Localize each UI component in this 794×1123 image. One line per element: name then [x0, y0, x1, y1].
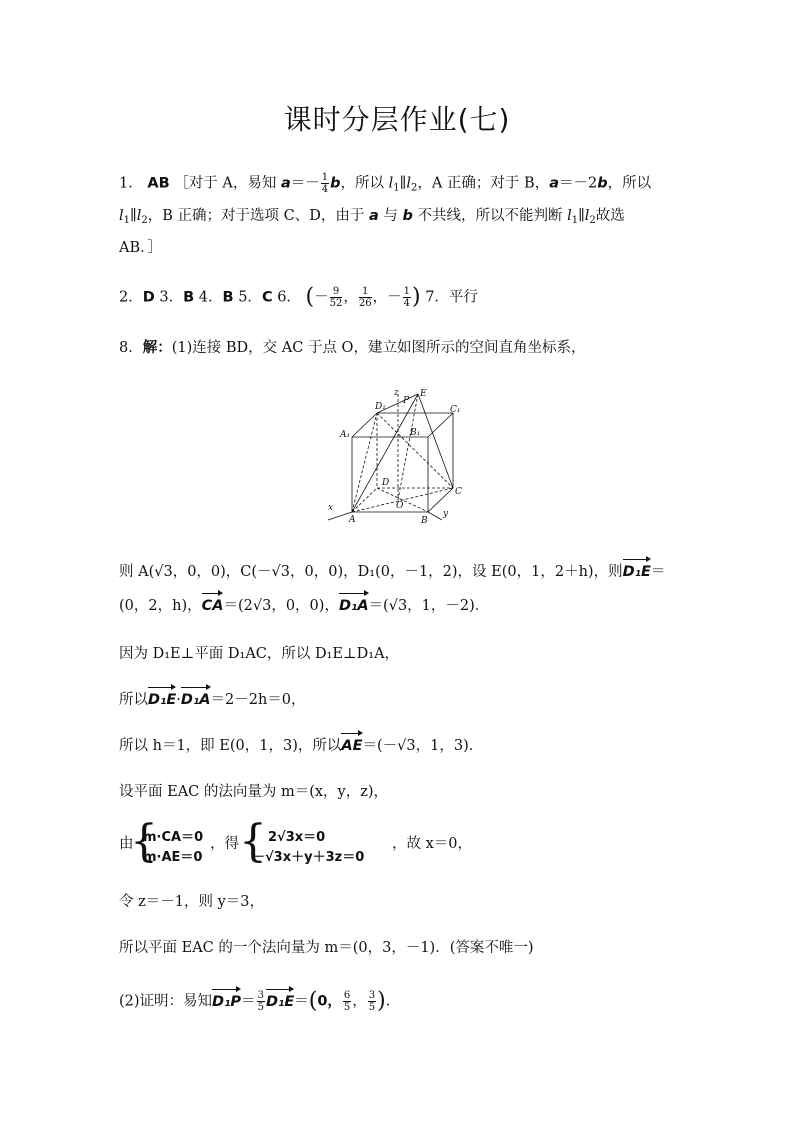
- label-d: D: [382, 478, 390, 488]
- line-l: l: [119, 208, 124, 224]
- q8-number: 8．: [119, 340, 143, 356]
- page-title: 课时分层作业(七): [283, 103, 511, 136]
- q8-intro-text: (1)连接 BD，交 AC 于点 O，建立如图所示的空间直角坐标系，: [171, 340, 586, 356]
- q1-line-1: 1． AB ［对于 A，易知 a＝－ $\frac{1}{4}$ b，所以 $l_1\parallel l_2$，A 正确；对于 B，a＝－2b，所以: [119, 172, 652, 195]
- system1-eq2: m·AE＝0: [143, 850, 203, 865]
- vector-b: b: [330, 175, 341, 192]
- q8-text: 所以 h＝1，即 E(0，1，3)，所以: [119, 738, 342, 754]
- fraction: [403, 286, 411, 309]
- label-c: C: [455, 487, 462, 497]
- q1-number: 1．: [119, 175, 143, 192]
- parallel-symbol: ∥: [399, 175, 407, 192]
- label-b1: B₁: [410, 428, 421, 438]
- dot-product: ·: [176, 692, 181, 708]
- fraction-num: 1: [321, 172, 329, 183]
- q8-text: 则 A(√3，0，0)，C(－√3，0，0)，D₁(0，－1，2)，设 E(0，1，2＋h)，则: [119, 564, 623, 580]
- label-a: A: [349, 515, 356, 525]
- fraction-num: 6: [343, 990, 351, 1001]
- answer-text: 6．: [272, 289, 301, 306]
- answer-letter: C: [261, 289, 273, 306]
- q8-line-9: 所以平面 EAC 的一个法向量为 m＝(0，3，－1)．(答案不唯一): [119, 940, 534, 956]
- q8-line-4: [119, 690, 689, 710]
- label-p: P: [403, 396, 410, 406]
- q8-line-1: [119, 562, 689, 582]
- fraction-num: 9: [330, 286, 343, 298]
- period: ．: [385, 993, 401, 1010]
- parallel-symbol: ∥: [578, 208, 585, 224]
- fraction-den: 4: [321, 184, 329, 195]
- vector-b: b: [402, 208, 413, 224]
- comma: ，: [352, 993, 367, 1010]
- label-e: E: [420, 389, 427, 399]
- vector-a: a: [549, 175, 559, 192]
- line-l: l: [388, 175, 394, 192]
- segment: [398, 394, 421, 500]
- edge: [352, 413, 377, 437]
- system1-eq1: m·CA＝0: [143, 830, 204, 845]
- q1-text: 与: [378, 208, 403, 224]
- edge: [428, 488, 453, 512]
- answer-letter: B: [222, 289, 234, 306]
- answer-letter: B: [183, 289, 195, 306]
- vector-a: a: [280, 175, 291, 192]
- fraction-den: 4: [403, 298, 410, 309]
- fraction-den: 26: [358, 298, 372, 309]
- fraction: [321, 172, 329, 195]
- document-page: 课时分层作业(七) 1． AB ［对于 A，易知 a＝－ $\frac{1}{4}$ b，所以 $l_1\parallel l_2$，A 正确；对于 B，a＝－2b，所以 $l_1\parallel l_2$，B 正确；对于选项 C、D，由于 a 与 b 不共线，所以不能判断 $l_1\parallel l_2$故选 AB．］ 2．D 3．B 4．B 5．C 6． (－ $\frac{9}{52}$ ， $\frac{1}{26}$ ，－ $\frac{1}{4}$ ) 7．平行 8．解：(1)连接 BD，交 AC 于点 O，建立如图所示的空间直角坐标系， z P E D₁ C₁ A₁ B₁ D C O x A B y 则 A(√3，0，0)，C(－√3，0，0)，D₁(0，－1，2)，设 E(0，1，2＋h)，则D₁E＝ (0，2，h)，CA＝(2√3，0，0)，D₁A＝(√3，1，－2)． 因为 D₁E⊥平面 D₁AC，所以 D₁E⊥D₁A， 所以D₁E·D₁A＝2－2h＝0， 所以 h＝1，即 E(0，1，3)，所以AE＝(－√3，1，3)． 设平面 EAC 的法向量为 m＝(x，y，z)， 由 { m·CA＝0 m·AE＝0 ，得 { 2√3x＝0 －√3x＋y＋3z＝0 ，故 x＝0， 令 z＝－1，则 y＝3， 所以平面 EAC 的一个法向量为 m＝(0，3，－1)．(答案不唯一) (2)证明：易知D₁P＝ $\frac{3}{5}$ D₁E＝(0， $\frac{6}{5}$ ， $\frac{3}{5}$ )．: [0, 0, 794, 1123]
- edge: [428, 413, 453, 437]
- q8-line-2: [119, 596, 689, 616]
- q1-text: ＝－2: [559, 175, 598, 192]
- q8-text: 所以: [119, 692, 148, 708]
- fraction: [257, 990, 265, 1013]
- segment: [418, 394, 453, 488]
- system2-eq1: 2√3x＝0: [268, 830, 326, 845]
- comma: ，: [343, 289, 358, 306]
- equals: ＝: [294, 993, 309, 1010]
- parallel-symbol: ∥: [130, 208, 137, 224]
- minus-sign: －: [387, 289, 402, 306]
- q8-text: ＝(2√3，0，0)，: [223, 598, 339, 614]
- label-y: y: [443, 509, 449, 519]
- vector-ae: AE: [341, 738, 363, 754]
- equals: ＝: [650, 564, 666, 580]
- line-l: l: [567, 208, 572, 224]
- q8-line-5: [119, 736, 689, 756]
- q8-text: 由: [119, 836, 134, 852]
- q1-text: 故选: [595, 208, 625, 224]
- fraction: [368, 990, 376, 1013]
- q8-text: (2)证明：易知: [119, 993, 213, 1010]
- q8-text: ＝2－2h＝0，: [210, 692, 306, 708]
- answer-letter: D: [142, 289, 155, 306]
- q8-intro: [119, 338, 689, 358]
- label-z: z: [394, 388, 399, 398]
- segment: [352, 413, 377, 512]
- line-l: l: [406, 175, 411, 192]
- minus-sign: －: [314, 289, 329, 306]
- answer-text: 2．: [119, 289, 143, 306]
- q8-gu: ，故 x＝0，: [392, 836, 473, 852]
- fraction-den: 5: [343, 1002, 351, 1013]
- label-c1: C₁: [450, 405, 461, 415]
- q8-text: (0，2，h)，: [119, 598, 202, 614]
- vector-a: a: [368, 208, 379, 224]
- cube-coordinate-figure: [320, 382, 480, 532]
- q8-text: ＝(√3，1，－2)．: [368, 598, 490, 614]
- vector-d1e: D₁E: [622, 564, 651, 580]
- fraction-num: 1: [403, 286, 410, 297]
- system2-eq2: －√3x＋y＋3z＝0: [252, 850, 365, 865]
- vector-d1a: D₁A: [338, 598, 369, 614]
- q8-text: ＝(－√3，1，3)．: [362, 738, 484, 754]
- fraction: [330, 286, 343, 309]
- q8-line-8: 令 z＝－1，则 y＝3，: [119, 894, 264, 910]
- q1-line-2: $l_1\parallel l_2$，B 正确；对于选项 C、D，由于 a 与 b 不共线，所以不能判断 $l_1\parallel l_2$故选: [119, 208, 625, 226]
- answer-text: 5．: [233, 289, 262, 306]
- q8-line-10: (2)证明：易知D₁P＝ $\frac{3}{5}$ D₁E＝(0， $\frac{6}{5}$ ， $\frac{3}{5}$ )．: [119, 988, 401, 1014]
- q2-7-answers: 2．D 3．B 4．B 5．C 6． (－ $\frac{9}{52}$ ， $\frac{1}{26}$ ，－ $\frac{1}{4}$ ) 7．平行: [119, 284, 478, 310]
- fraction-num: 3: [368, 990, 376, 1001]
- vector-d1p: D₁P: [212, 993, 242, 1010]
- label-o: O: [396, 501, 404, 511]
- q1-text: ，所以: [340, 175, 389, 192]
- q1-text: ＝－: [290, 175, 320, 192]
- q1-text: 不共线，所以不能判断: [412, 208, 568, 224]
- q8-de: ，得: [210, 836, 239, 852]
- label-x: x: [328, 503, 334, 513]
- fraction: [343, 990, 351, 1013]
- vector-b: b: [597, 175, 608, 192]
- fraction-num: 1: [359, 286, 372, 298]
- q8-line-6: 设平面 EAC 的法向量为 m＝(x，y，z)，: [119, 784, 389, 800]
- vector-ca: CA: [201, 598, 224, 614]
- q1-text: ，B 正确；对于选项 C、D，由于: [147, 208, 369, 224]
- equals: ＝: [241, 993, 256, 1010]
- edge: [352, 488, 377, 512]
- q1-text: ［对于 A，易知: [174, 175, 281, 192]
- q8-text: 0，: [317, 993, 342, 1010]
- line-l: l: [584, 208, 590, 224]
- fraction: [359, 286, 372, 309]
- fraction-num: 3: [257, 990, 264, 1001]
- q1-answer: AB: [147, 175, 170, 192]
- comma: ，: [372, 289, 388, 306]
- q1-line-3: AB．］: [119, 240, 162, 256]
- answer-text: 7．平行: [425, 289, 478, 306]
- q1-text: ，A 正确；对于 B，: [417, 175, 550, 192]
- label-b: B: [421, 516, 428, 526]
- q8-line-3: 因为 D₁E⊥平面 D₁AC，所以 D₁E⊥D₁A，: [119, 646, 400, 662]
- fraction-den: 52: [329, 298, 343, 309]
- vector-d1e: D₁E: [148, 692, 177, 708]
- q8-solution-label: 解：: [142, 340, 172, 356]
- fraction-den: 5: [368, 1002, 376, 1013]
- answer-text: 4．: [194, 289, 223, 306]
- q1-text: ，所以: [607, 175, 652, 192]
- vector-d1e: D₁E: [265, 993, 295, 1010]
- vector-d1a: D₁A: [180, 692, 211, 708]
- label-a1: A₁: [340, 430, 351, 440]
- answer-text: 3．: [154, 289, 184, 306]
- fraction-den: 5: [257, 1002, 264, 1013]
- y-axis: [428, 512, 442, 520]
- line-l: l: [136, 208, 142, 224]
- label-d1: D₁: [375, 402, 386, 412]
